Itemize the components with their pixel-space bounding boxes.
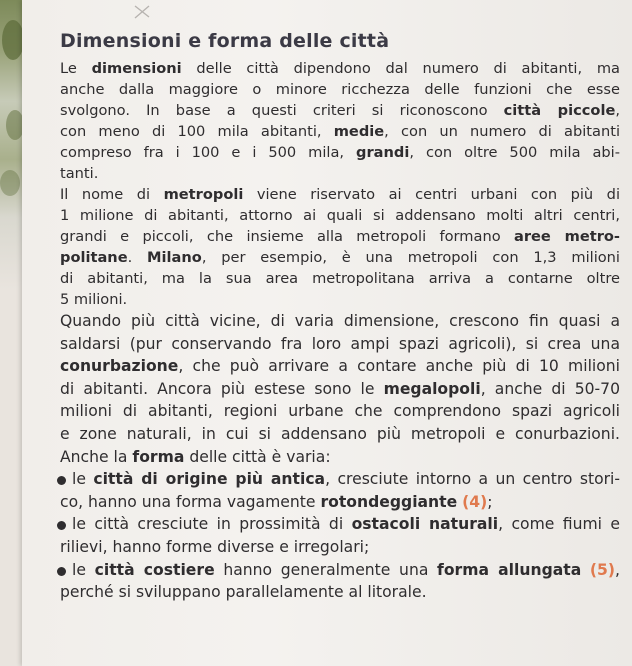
text-line: le città costiere hanno generalmente una forma allungata (5),: [72, 560, 620, 579]
figure-reference: (4): [462, 492, 488, 511]
text-line: le città cresciute in prossimità di ostacoli naturali, come fiumi e: [72, 515, 620, 534]
text-line: e zone naturali, in cui si addensano più metropoli e conurbazioni.: [60, 424, 620, 443]
text-line: le città di origine più antica, cresciute intorno a un centro stori-: [72, 470, 620, 489]
paragraph-forma: [60, 446, 620, 469]
text-line: co, hanno una forma vagamente rotondeggiante (4);: [60, 492, 493, 511]
text-line: saldarsi (pur conservando fra loro ampi spazi agricoli), si crea una: [60, 334, 620, 353]
pencil-mark-icon: [132, 3, 162, 21]
text-line: Quando più città vicine, di varia dimensione, crescono fin quasi a: [60, 312, 620, 330]
text-line: anche dalla maggiore o minore ricchezza delle funzioni che esse: [60, 81, 620, 98]
list-item: [60, 468, 620, 513]
text-line: svolgono. In base a questi criteri si riconoscono città piccole,: [60, 102, 620, 119]
figure-reference: (5): [589, 560, 616, 579]
paragraph-metropoli: [60, 184, 620, 310]
text-line: di abitanti, ma la sua area metropolitana arriva a contarne oltre: [60, 270, 620, 287]
text-line: conurbazione, che può arrivare a contare anche più di 10 milioni: [60, 357, 620, 376]
text-line: Il nome di metropoli viene riservato ai centri urbani con più di: [60, 186, 621, 203]
section-title: Dimensioni e forma delle città: [60, 30, 390, 52]
text-line: compreso fra i 100 e i 500 mila, grandi, con oltre 500 mila abi-: [60, 144, 620, 161]
paragraph-dimensioni: [60, 58, 620, 184]
text-line: 1 milione di abitanti, attorno ai quali si addensano molti altri centri,: [60, 207, 620, 224]
text-line: milioni di abitanti, regioni urbane che comprendono spazi agricoli: [60, 402, 620, 421]
text-block: [60, 28, 620, 604]
text-line: tanti.: [60, 165, 99, 182]
text-line: politane. Milano, per esempio, è una metropoli con 1,3 milioni: [60, 249, 620, 266]
text-line: di abitanti. Ancora più estese sono le megalopoli, anche di 50-70: [60, 379, 621, 398]
text-line: rilievi, hanno forme diverse e irregolari;: [60, 537, 370, 556]
text-line: 5 milioni.: [60, 291, 128, 308]
text-line: Anche la forma delle città è varia:: [60, 447, 331, 466]
list-item: [60, 559, 620, 604]
textbook-page: [22, 0, 632, 666]
list-item: [60, 513, 620, 558]
text-line: perché si sviluppano parallelamente al litorale.: [60, 583, 427, 602]
paragraph-conurbazione: [60, 310, 620, 446]
text-line: con meno di 100 mila abitanti, medie, con un numero di abitanti: [60, 123, 620, 140]
text-line: grandi e piccoli, che insieme alla metropoli formano aree metro-: [60, 228, 620, 245]
text-line: Le dimensioni delle città dipendono dal numero di abitanti, ma: [60, 60, 620, 77]
bullet-icon: [57, 567, 66, 576]
